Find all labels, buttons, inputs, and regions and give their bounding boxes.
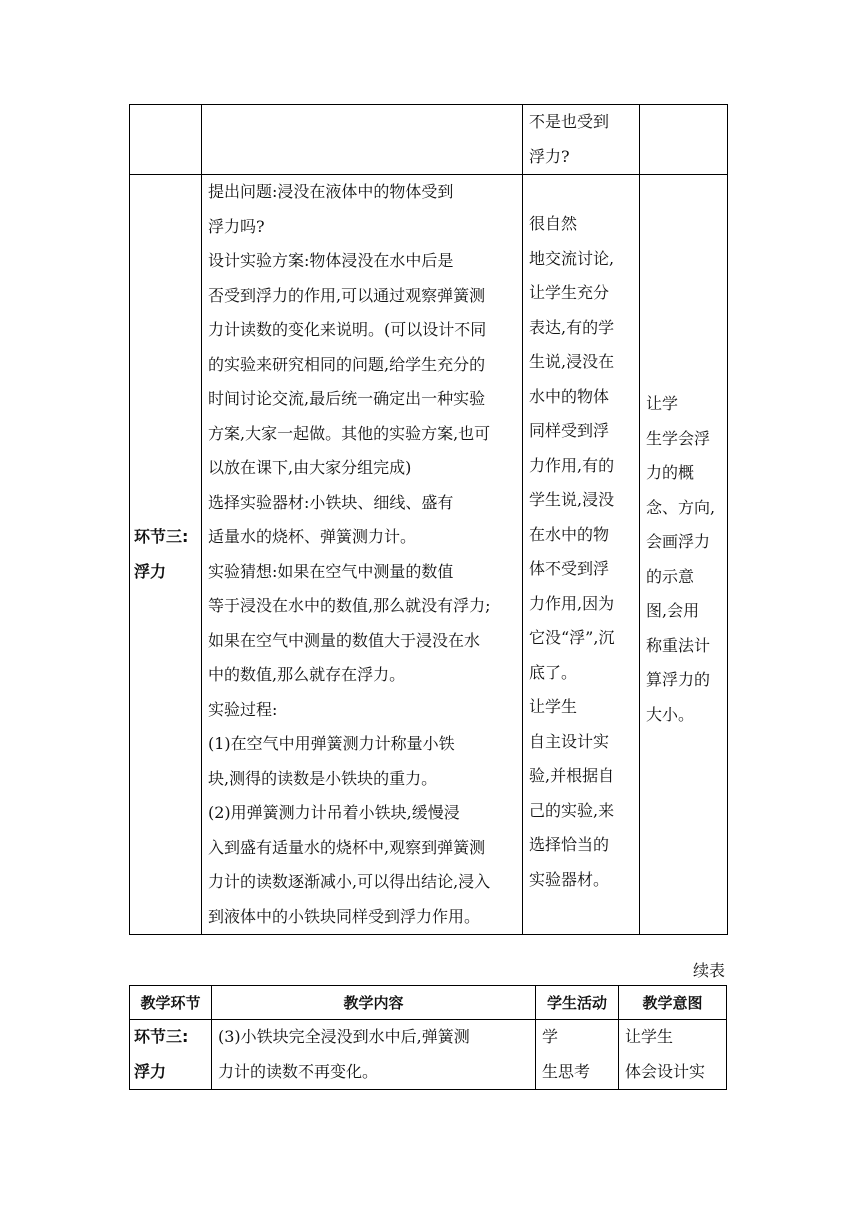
section-label-cell bbox=[130, 175, 202, 935]
content-cell bbox=[202, 175, 523, 935]
table-cell-empty bbox=[130, 105, 202, 175]
table-row bbox=[130, 1020, 727, 1090]
activity-text: 很自然 地交流讨论, 让学生充分 表达,有的学 生说,浸没在 水中的物体 同样受到浮 力作用,有的 学生说,浸没 在水中的物 体不受到浮 力作用,因为 它没“浮”,沉 底了。 让学生 自主设计实 验,并根据自 己的实验,来 选择恰当的 实验器材。 bbox=[529, 214, 615, 889]
intent-cell bbox=[619, 1020, 727, 1090]
intent-text: 让学生 体会设计实 bbox=[625, 1027, 706, 1081]
content-cell bbox=[212, 1020, 536, 1090]
content-text: 提出问题:浸没在液体中的物体受到 浮力吗? 设计实验方案:物体浸没在水中后是 否受到浮力的作用,可以通过观察弹簧测 力计读数的变化来说明。(可以设计不同 的实验来研究相同的问题,给学生充分的 时间讨论交流,最后统一确定出一种实验 方案,大家一起做。其他的实验方案,也可 以放在课下,由大家分组完成) 选择实验器材:小铁块、细线、盛有 适量水的烧杯、弹簧测力计。 实验猜想:如果在空气中测量的数值 等于浸没在水中的数值,那么就没有浮力; 如果在空气中测量的数值大于浸没在水 中的数值,那么就存在浮力。 实验过程: (1)在空气中用弹簧测力计称量小铁 块,测得的读数是小铁块的重力。 (2)用弹簧测力计吊着小铁块,缓慢浸 入到盛有适量水的烧杯中,观察到弹簧测 力计的读数逐渐减小,可以得出结论,浸入 到液体中的小铁块同样受到浮力作用。 bbox=[208, 182, 491, 926]
lesson-table-part2 bbox=[129, 985, 727, 1090]
intent-text: 让学 生学会浮 力的概 念、方向, 会画浮力 的示意 图,会用 称重法计 算浮力的 大小。 bbox=[646, 394, 716, 724]
header-activity: 学生活动 bbox=[536, 986, 619, 1020]
header-content: 教学内容 bbox=[212, 986, 536, 1020]
table-row bbox=[130, 175, 728, 935]
activity-text: 学 生思考 bbox=[542, 1027, 591, 1081]
intent-cell bbox=[640, 175, 728, 935]
activity-text: 不是也受到 浮力? bbox=[529, 112, 610, 166]
table-cell-empty bbox=[202, 105, 523, 175]
activity-cell bbox=[523, 105, 640, 175]
table-header-row bbox=[130, 986, 727, 1020]
content-text: (3)小铁块完全浸没到水中后,弹簧测 力计的读数不再变化。 bbox=[218, 1027, 470, 1081]
table-row bbox=[130, 105, 728, 175]
activity-cell bbox=[523, 175, 640, 935]
header-intent: 教学意图 bbox=[619, 986, 727, 1020]
section-label: 环节三: 浮力 bbox=[134, 1027, 189, 1081]
header-section: 教学环节 bbox=[130, 986, 212, 1020]
section-label-cell bbox=[130, 1020, 212, 1090]
table-cell-empty bbox=[640, 105, 728, 175]
lesson-table-part1 bbox=[129, 104, 728, 935]
activity-cell bbox=[536, 1020, 619, 1090]
continued-label: 续表 bbox=[693, 961, 726, 980]
section-label: 环节三: 浮力 bbox=[134, 527, 189, 581]
